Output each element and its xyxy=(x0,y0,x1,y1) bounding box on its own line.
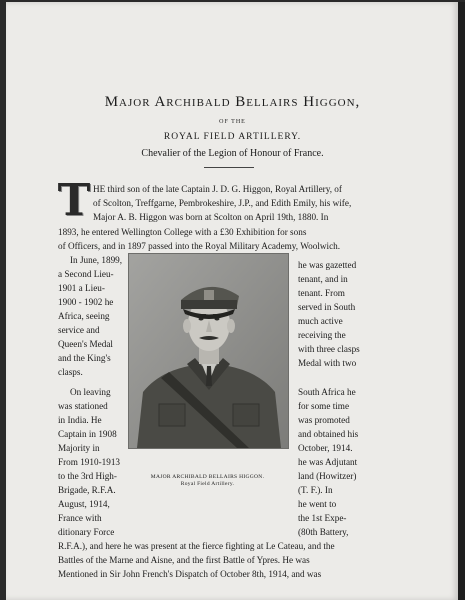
body-line: of Officers, and in 1897 passed into the Royal Military Academy, Woolwich. xyxy=(58,241,341,251)
regiment-label: ROYAL FIELD ARTILLERY. xyxy=(163,132,302,142)
body-line: October, 1914. xyxy=(298,443,353,453)
photo-caption-name: MAJOR ARCHIBALD BELLAIRS HIGGON. xyxy=(150,474,265,480)
body-line: tenant, and in xyxy=(298,274,348,284)
body-line: Captain in 1908 xyxy=(58,429,117,439)
body-line: R.F.A.), and here he was present at the fierce fighting at Le Cateau, and the xyxy=(58,541,335,551)
body-line: receiving the xyxy=(298,330,346,340)
body-line: land (Howitzer) xyxy=(298,471,357,481)
body-line: From 1910-1913 xyxy=(58,457,121,467)
body-line: was promoted xyxy=(298,415,350,425)
body-line: (80th Battery, xyxy=(298,527,349,537)
page-edge xyxy=(458,2,465,600)
body-line: Majority in xyxy=(58,443,100,453)
body-line: 1893, he entered Wellington College with a £30 Exhibition for sons xyxy=(58,227,307,237)
body-line: August, 1914, xyxy=(58,499,110,509)
body-line: 1900 - 1902 he xyxy=(58,297,114,307)
body-line: South Africa he xyxy=(298,387,356,397)
title-rule xyxy=(204,167,254,168)
body-line: On leaving xyxy=(70,387,111,397)
body-line: and obtained his xyxy=(298,429,359,439)
body-line: 1901 a Lieu- xyxy=(58,283,105,293)
body-line: the 1st Expe- xyxy=(298,513,347,523)
body-line: Brigade, R.F.A. xyxy=(58,485,116,495)
body-line: with three clasps xyxy=(298,344,360,354)
officer-portrait-image xyxy=(129,254,288,448)
ornamental-dropcap: T xyxy=(57,174,91,226)
body-line: Queen's Medal xyxy=(58,339,113,349)
body-line: he was gazetted xyxy=(298,260,357,270)
page-title: Major Archibald Bellairs Higgon, xyxy=(104,94,361,110)
body-line: service and xyxy=(58,325,100,335)
body-line: he was Adjutant xyxy=(298,457,358,467)
body-line: served in South xyxy=(298,302,356,312)
body-line: Medal with two xyxy=(298,358,357,368)
body-line: tenant. From xyxy=(298,288,345,298)
of-the-label: OF THE xyxy=(219,119,246,125)
body-line: in India. He xyxy=(58,415,102,425)
photo-caption-unit: Royal Field Artillery. xyxy=(180,481,235,487)
body-line: Battles of the Marne and Aisne, and the first Battle of Ypres. He was xyxy=(58,555,310,565)
body-line: to the 3rd High- xyxy=(58,471,117,481)
body-line: In June, 1899, xyxy=(70,255,123,265)
body-line: much active xyxy=(298,316,343,326)
body-line: HE third son of the late Captain J. D. G. Higgon, Royal Artillery, of xyxy=(93,184,342,194)
body-line: (T. F.). In xyxy=(298,485,333,495)
body-line: a Second Lieu- xyxy=(58,269,114,279)
body-line: Major A. B. Higgon was born at Scolton on April 19th, 1880. In xyxy=(93,212,329,222)
honour-subtitle: Chevalier of the Legion of Honour of France. xyxy=(141,148,324,159)
body-line: Africa, seeing xyxy=(58,311,110,321)
body-line: he went to xyxy=(298,499,337,509)
body-line: of Scolton, Treffgarne, Pembrokeshire, J.P., and Edith Emily, his wife, xyxy=(93,198,352,208)
body-line: ditionary Force xyxy=(58,527,115,537)
body-line: France with xyxy=(58,513,102,523)
body-line: and the King's xyxy=(58,353,111,363)
body-line: for some time xyxy=(298,401,350,411)
body-line: clasps. xyxy=(58,367,83,377)
body-line: was stationed xyxy=(58,401,108,411)
portrait-photo xyxy=(128,253,289,449)
body-line: Mentioned in Sir John French's Dispatch of October 8th, 1914, and was xyxy=(58,569,322,579)
